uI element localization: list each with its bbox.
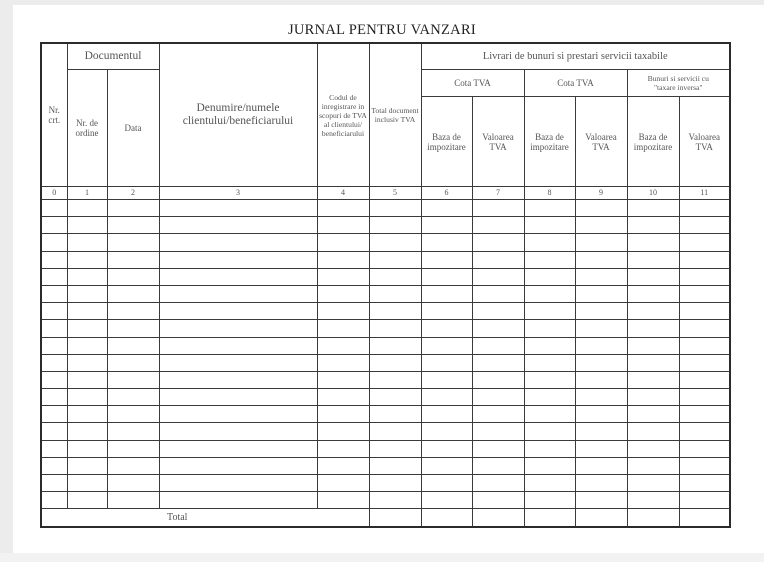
table-cell[interactable]: [107, 440, 159, 457]
table-cell[interactable]: [421, 440, 472, 457]
table-cell[interactable]: [41, 440, 67, 457]
table-cell[interactable]: [472, 354, 524, 371]
table-cell[interactable]: [41, 303, 67, 320]
table-cell[interactable]: [41, 354, 67, 371]
table-cell[interactable]: [627, 200, 679, 217]
column-number: 1: [67, 187, 107, 200]
table-cell[interactable]: [421, 475, 472, 492]
table-row: [41, 354, 730, 371]
table-cell[interactable]: [107, 303, 159, 320]
total-cell[interactable]: [679, 509, 730, 528]
table-cell[interactable]: [524, 251, 575, 268]
table-cell[interactable]: [679, 251, 730, 268]
header-valoarea-1: [472, 97, 524, 187]
table-cell[interactable]: [67, 268, 107, 285]
total-cell[interactable]: [627, 509, 679, 528]
table-cell[interactable]: [369, 492, 421, 509]
table-cell[interactable]: [67, 320, 107, 337]
table-cell[interactable]: [575, 475, 627, 492]
table-cell[interactable]: [317, 389, 369, 406]
header-nr-ordine: [67, 70, 107, 187]
table-cell[interactable]: [67, 303, 107, 320]
table-cell[interactable]: [575, 234, 627, 251]
column-number: 2: [107, 187, 159, 200]
table-cell[interactable]: [421, 337, 472, 354]
table-cell[interactable]: [369, 440, 421, 457]
table-cell[interactable]: [317, 268, 369, 285]
table-cell[interactable]: [159, 251, 317, 268]
table-cell[interactable]: [159, 423, 317, 440]
header-baza-3: [627, 97, 679, 187]
table-cell[interactable]: [159, 268, 317, 285]
table-cell[interactable]: [627, 440, 679, 457]
table-cell[interactable]: [627, 389, 679, 406]
table-cell[interactable]: [679, 337, 730, 354]
table-cell[interactable]: [679, 371, 730, 388]
column-number: 9: [575, 187, 627, 200]
table-cell[interactable]: [627, 234, 679, 251]
table-cell[interactable]: [369, 251, 421, 268]
table-cell[interactable]: [679, 492, 730, 509]
table-cell[interactable]: [472, 371, 524, 388]
table-cell[interactable]: [472, 389, 524, 406]
table-cell[interactable]: [524, 354, 575, 371]
table-row: [41, 423, 730, 440]
table-cell[interactable]: [575, 268, 627, 285]
header-valoarea-2-text: Valoarea TVA: [585, 131, 617, 152]
table-cell[interactable]: [679, 217, 730, 234]
table-cell[interactable]: [67, 457, 107, 474]
table-cell[interactable]: [317, 217, 369, 234]
header-baza-3-text: Baza de impozitare: [633, 131, 673, 152]
table-cell[interactable]: [472, 234, 524, 251]
table-cell[interactable]: [107, 200, 159, 217]
header-cota-tva-1: Cota TVA: [421, 70, 524, 97]
table-cell[interactable]: [107, 234, 159, 251]
table-cell[interactable]: [679, 320, 730, 337]
total-label-text: Total: [167, 512, 188, 524]
table-cell[interactable]: [627, 320, 679, 337]
header-nr-ordine-text: Nr. de ordine: [75, 118, 99, 138]
column-number: 3: [159, 187, 317, 200]
table-cell[interactable]: [421, 268, 472, 285]
table-cell[interactable]: [575, 457, 627, 474]
header-baza-1: [421, 97, 472, 187]
table-cell[interactable]: [317, 492, 369, 509]
table-cell[interactable]: [369, 371, 421, 388]
table-cell[interactable]: [67, 492, 107, 509]
table-cell[interactable]: [524, 475, 575, 492]
table-cell[interactable]: [524, 440, 575, 457]
column-number: 8: [524, 187, 575, 200]
table-cell[interactable]: [472, 440, 524, 457]
table-cell[interactable]: [627, 475, 679, 492]
table-cell[interactable]: [524, 285, 575, 302]
table-cell[interactable]: [317, 475, 369, 492]
table-row: [41, 406, 730, 423]
table-cell[interactable]: [107, 217, 159, 234]
table-cell[interactable]: [41, 251, 67, 268]
table-cell[interactable]: [421, 371, 472, 388]
table-cell[interactable]: [472, 337, 524, 354]
table-cell[interactable]: [317, 354, 369, 371]
table-cell[interactable]: [524, 320, 575, 337]
header-documentul: Documentul: [67, 43, 159, 70]
table-cell[interactable]: [107, 337, 159, 354]
table-cell[interactable]: [41, 200, 67, 217]
table-row: [41, 268, 730, 285]
table-cell[interactable]: [159, 285, 317, 302]
table-cell[interactable]: [472, 457, 524, 474]
header-baza-2: [524, 97, 575, 187]
column-number: 10: [627, 187, 679, 200]
table-cell[interactable]: [627, 406, 679, 423]
table-cell[interactable]: [575, 303, 627, 320]
table-cell[interactable]: [369, 234, 421, 251]
table-cell[interactable]: [627, 423, 679, 440]
table-cell[interactable]: [67, 406, 107, 423]
table-cell[interactable]: [317, 303, 369, 320]
table-cell[interactable]: [421, 303, 472, 320]
header-livrari: Livrari de bunuri si prestari servicii taxabile: [421, 43, 730, 70]
table-cell[interactable]: [41, 457, 67, 474]
table-cell[interactable]: [369, 406, 421, 423]
table-row: [41, 492, 730, 509]
table-cell[interactable]: [317, 285, 369, 302]
table-cell[interactable]: [679, 354, 730, 371]
table-cell[interactable]: [421, 389, 472, 406]
table-cell[interactable]: [575, 337, 627, 354]
table-cell[interactable]: [575, 285, 627, 302]
table-cell[interactable]: [421, 251, 472, 268]
left-margin-strip: [0, 0, 13, 562]
table-cell[interactable]: [107, 389, 159, 406]
table-row: [41, 457, 730, 474]
column-number: 6: [421, 187, 472, 200]
table-cell[interactable]: [575, 200, 627, 217]
table-cell[interactable]: [317, 337, 369, 354]
table-cell[interactable]: [107, 475, 159, 492]
table-row: [41, 303, 730, 320]
header-cota-tva-2: Cota TVA: [524, 70, 627, 97]
table-cell[interactable]: [41, 337, 67, 354]
table-cell[interactable]: [575, 320, 627, 337]
header-valoarea-3: [679, 97, 730, 187]
table-cell[interactable]: [679, 234, 730, 251]
table-cell[interactable]: [67, 475, 107, 492]
column-number: 7: [472, 187, 524, 200]
header-denumire: [159, 43, 317, 187]
table-cell[interactable]: [679, 475, 730, 492]
column-number-row: [41, 187, 730, 200]
table-cell[interactable]: [107, 285, 159, 302]
table-cell[interactable]: [575, 217, 627, 234]
table-row: [41, 337, 730, 354]
table-cell[interactable]: [472, 475, 524, 492]
table-cell[interactable]: [107, 371, 159, 388]
table-row: [41, 234, 730, 251]
header-baza-2-text: Baza de impozitare: [530, 131, 569, 152]
table-cell[interactable]: [472, 285, 524, 302]
table-cell[interactable]: [575, 251, 627, 268]
table-cell[interactable]: [369, 217, 421, 234]
table-cell[interactable]: [421, 492, 472, 509]
total-cell[interactable]: [524, 509, 575, 528]
table-cell[interactable]: [41, 492, 67, 509]
header-denumire-text: Denumire/numele clientului/beneficiarului: [182, 102, 294, 127]
table-cell[interactable]: [421, 285, 472, 302]
table-cell[interactable]: [524, 457, 575, 474]
table-row: [41, 285, 730, 302]
table-cell[interactable]: [627, 457, 679, 474]
table-cell[interactable]: [67, 440, 107, 457]
header-nr-crt: Nr. crt.: [41, 43, 67, 187]
table-cell[interactable]: [107, 251, 159, 268]
table-cell[interactable]: [627, 285, 679, 302]
table-cell[interactable]: [41, 320, 67, 337]
table-cell[interactable]: [317, 200, 369, 217]
table-row: [41, 389, 730, 406]
table-cell[interactable]: [524, 217, 575, 234]
table-cell[interactable]: [67, 423, 107, 440]
table-cell[interactable]: [317, 423, 369, 440]
sales-journal-table: [40, 42, 731, 528]
table-cell[interactable]: [524, 268, 575, 285]
table-cell[interactable]: [159, 337, 317, 354]
column-number: 5: [369, 187, 421, 200]
table-cell[interactable]: [41, 217, 67, 234]
table-cell[interactable]: [107, 320, 159, 337]
table-cell[interactable]: [627, 268, 679, 285]
table-cell[interactable]: [421, 320, 472, 337]
table-cell[interactable]: [67, 285, 107, 302]
table-cell[interactable]: [421, 200, 472, 217]
table-cell[interactable]: [317, 320, 369, 337]
table-cell[interactable]: [679, 406, 730, 423]
table-cell[interactable]: [575, 492, 627, 509]
table-row: [41, 440, 730, 457]
table-row: [41, 320, 730, 337]
table-cell[interactable]: [369, 337, 421, 354]
table-cell[interactable]: [421, 457, 472, 474]
table-cell[interactable]: [421, 217, 472, 234]
table-cell[interactable]: [67, 234, 107, 251]
table-cell[interactable]: [369, 423, 421, 440]
bottom-margin-strip: [0, 553, 764, 562]
table-cell[interactable]: [107, 406, 159, 423]
table-cell[interactable]: [472, 406, 524, 423]
table-cell[interactable]: [421, 406, 472, 423]
table-cell[interactable]: [627, 371, 679, 388]
table-row: [41, 217, 730, 234]
table-cell[interactable]: [159, 475, 317, 492]
table-cell[interactable]: [317, 234, 369, 251]
table-cell[interactable]: [107, 492, 159, 509]
table-cell[interactable]: [369, 457, 421, 474]
header-total-document: [369, 43, 421, 187]
table-cell[interactable]: [317, 406, 369, 423]
table-cell[interactable]: [627, 354, 679, 371]
table-cell[interactable]: [627, 303, 679, 320]
table-cell[interactable]: [679, 268, 730, 285]
table-cell[interactable]: [524, 389, 575, 406]
table-cell[interactable]: [107, 457, 159, 474]
table-cell[interactable]: [41, 371, 67, 388]
table-cell[interactable]: [67, 217, 107, 234]
journal-entry-rows: [41, 200, 730, 509]
total-cell[interactable]: [421, 509, 472, 528]
table-row: [41, 251, 730, 268]
column-number: 4: [317, 187, 369, 200]
table-cell[interactable]: [41, 234, 67, 251]
table-cell[interactable]: [159, 440, 317, 457]
header-valoarea-2: [575, 97, 627, 187]
header-taxare-inversa-text: Bunuri si servicii cu "taxare inversa": [647, 74, 709, 92]
table-cell[interactable]: [317, 457, 369, 474]
table-cell[interactable]: [679, 389, 730, 406]
table-cell[interactable]: [575, 371, 627, 388]
total-cell[interactable]: [472, 509, 524, 528]
table-cell[interactable]: [159, 217, 317, 234]
column-number: 0: [41, 187, 67, 200]
table-cell[interactable]: [159, 371, 317, 388]
table-cell[interactable]: [421, 423, 472, 440]
table-cell[interactable]: [159, 303, 317, 320]
table-cell[interactable]: [67, 200, 107, 217]
table-cell[interactable]: [317, 371, 369, 388]
table-cell[interactable]: [472, 268, 524, 285]
table-cell[interactable]: [369, 389, 421, 406]
table-cell[interactable]: [679, 285, 730, 302]
table-cell[interactable]: [107, 354, 159, 371]
table-row: [41, 200, 730, 217]
table-cell[interactable]: [679, 303, 730, 320]
total-row: [41, 509, 730, 528]
table-cell[interactable]: [159, 389, 317, 406]
table-cell[interactable]: [41, 475, 67, 492]
table-cell[interactable]: [472, 320, 524, 337]
table-cell[interactable]: [369, 285, 421, 302]
table-cell[interactable]: [41, 406, 67, 423]
header-taxare-inversa: [627, 70, 730, 97]
header-valoarea-3-text: Valoarea TVA: [688, 131, 720, 152]
header-total-document-text: Total document inclusiv TVA: [371, 106, 419, 124]
table-cell[interactable]: [369, 303, 421, 320]
table-cell[interactable]: [41, 389, 67, 406]
table-cell[interactable]: [369, 200, 421, 217]
header-valoarea-1-text: Valoarea TVA: [482, 131, 514, 152]
total-cell[interactable]: [575, 509, 627, 528]
table-cell[interactable]: [524, 337, 575, 354]
table-cell[interactable]: [369, 268, 421, 285]
table-cell[interactable]: [679, 440, 730, 457]
table-cell[interactable]: [67, 251, 107, 268]
table-cell[interactable]: [317, 251, 369, 268]
table-cell[interactable]: [472, 251, 524, 268]
table-cell[interactable]: [41, 423, 67, 440]
table-cell[interactable]: [575, 389, 627, 406]
table-cell[interactable]: [575, 440, 627, 457]
table-cell[interactable]: [524, 200, 575, 217]
table-cell[interactable]: [369, 320, 421, 337]
table-cell[interactable]: [472, 200, 524, 217]
table-cell[interactable]: [41, 268, 67, 285]
table-cell[interactable]: [41, 285, 67, 302]
table-cell[interactable]: [369, 354, 421, 371]
table-cell[interactable]: [159, 492, 317, 509]
header-cod-tva-text: Codul de inregistrare in scopuri de TVA al clientului/ beneficiarului: [319, 92, 367, 138]
table-cell[interactable]: [627, 337, 679, 354]
table-cell[interactable]: [67, 337, 107, 354]
table-cell[interactable]: [627, 251, 679, 268]
total-label: [41, 509, 369, 528]
table-cell[interactable]: [524, 423, 575, 440]
table-cell[interactable]: [317, 440, 369, 457]
table-cell[interactable]: [575, 406, 627, 423]
table-row: [41, 475, 730, 492]
total-cell[interactable]: [369, 509, 421, 528]
table-cell[interactable]: [679, 457, 730, 474]
header-data: Data: [107, 70, 159, 187]
table-cell[interactable]: [159, 354, 317, 371]
table-cell[interactable]: [159, 457, 317, 474]
table-cell[interactable]: [472, 423, 524, 440]
table-cell[interactable]: [67, 354, 107, 371]
table-cell[interactable]: [627, 217, 679, 234]
table-cell[interactable]: [524, 406, 575, 423]
table-cell[interactable]: [472, 303, 524, 320]
table-cell[interactable]: [159, 200, 317, 217]
table-row: [41, 371, 730, 388]
table-cell[interactable]: [107, 268, 159, 285]
table-cell[interactable]: [627, 492, 679, 509]
table-cell[interactable]: [472, 492, 524, 509]
table-cell[interactable]: [472, 217, 524, 234]
table-cell[interactable]: [524, 371, 575, 388]
table-cell[interactable]: [679, 200, 730, 217]
table-cell[interactable]: [524, 234, 575, 251]
top-margin-strip: [0, 0, 764, 5]
header-baza-1-text: Baza de impozitare: [427, 131, 466, 152]
table-cell[interactable]: [369, 475, 421, 492]
table-cell[interactable]: [421, 234, 472, 251]
table-cell[interactable]: [67, 371, 107, 388]
table-cell[interactable]: [67, 389, 107, 406]
table-cell[interactable]: [159, 234, 317, 251]
table-cell[interactable]: [575, 354, 627, 371]
table-cell[interactable]: [524, 303, 575, 320]
table-cell[interactable]: [575, 423, 627, 440]
page-title: JURNAL PENTRU VANZARI: [287, 22, 477, 38]
table-cell[interactable]: [421, 354, 472, 371]
table-cell[interactable]: [524, 492, 575, 509]
column-number: 11: [679, 187, 730, 200]
header-cod-tva: [317, 43, 369, 187]
table-cell[interactable]: [679, 423, 730, 440]
table-cell[interactable]: [107, 423, 159, 440]
table-cell[interactable]: [159, 406, 317, 423]
table-cell[interactable]: [159, 320, 317, 337]
